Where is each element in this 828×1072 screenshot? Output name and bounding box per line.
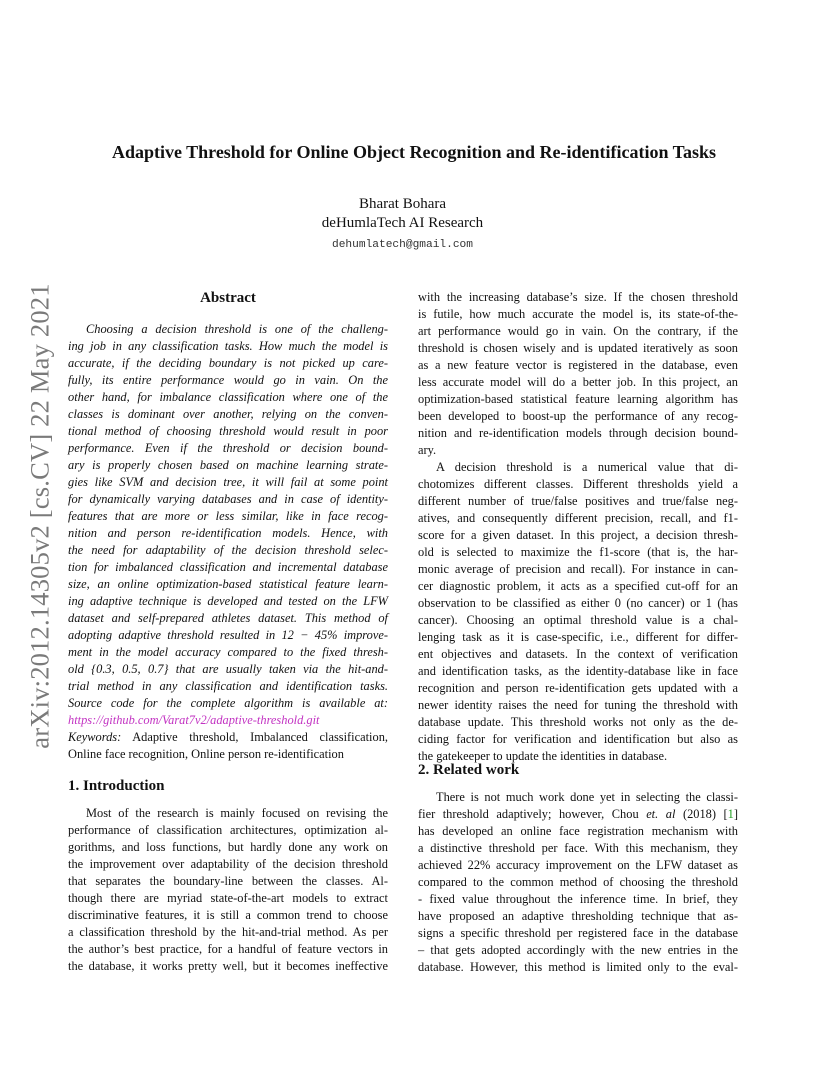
body-line: nition and re-identification models through decision bound- [418, 426, 738, 440]
abstract-line: ing job in any classification tasks. How much the model is [68, 339, 388, 353]
intro-line: a classification threshold by the hit-and-trial method. As per [68, 925, 388, 939]
abstract-line: tional method of choosing threshold would result in poor [68, 424, 388, 438]
related-line: – that gets adopted accordingly with the new entries in the [418, 943, 738, 957]
abstract-line: performance. Even if the threshold or decision bound- [68, 441, 388, 455]
body-line: atives, and consequently different precision, recall, and f1- [418, 511, 738, 525]
related-line: achieved 22% accuracy improvement on the LFW dataset as [418, 858, 738, 872]
keywords-line-2: Online face recognition, Online person re-identification [68, 747, 344, 761]
abstract-heading: Abstract [200, 290, 256, 306]
related-line-citation [418, 806, 738, 823]
body-line: score for a given dataset. In this project, a decision thresh- [418, 528, 738, 542]
author-affiliation: deHumlaTech AI Research [321, 215, 484, 231]
author-email[interactable]: dehumlatech@gmail.com [332, 239, 473, 251]
abstract-line: dataset and self-prepared athletes dataset. This method of [68, 611, 388, 625]
abstract-line: old {0.3, 0.5, 0.7} that are usually taken via the hit-and- [68, 662, 388, 676]
related-line: has developed an online face registration mechanism with [418, 824, 738, 838]
abstract-line: nition and person re-identification models. Hence, with [68, 526, 388, 540]
body-line: with the increasing database’s size. If the chosen threshold [418, 290, 738, 304]
abstract-line: size, an online optimization-based statistical feature learn- [68, 577, 388, 591]
body-line: is futile, how much accurate the model is, its state-of-the- [418, 307, 738, 321]
abstract-line: classes is dominant over another, relying on the conven- [68, 407, 388, 421]
keywords-text-1: Adaptive threshold, Imbalanced classification, [132, 730, 388, 744]
intro-line: gorithms, and loss functions, but hardly done any work on [68, 840, 388, 854]
body-line: newer identity raises the need for tuning the threshold with [418, 698, 738, 712]
related-line: a distinctive threshold per face. With this mechanism, they [418, 841, 738, 855]
related-line: signs a specific threshold per registered face in the database [418, 926, 738, 940]
body-line: been developed to boost-up the performance of any recog- [418, 409, 738, 423]
intro-line: that separates the boundary-line between the classes. Al- [68, 874, 388, 888]
intro-line: Most of the research is mainly focused on revising the [86, 806, 388, 820]
body-line: ciding factor for verification and identification but also as [418, 732, 738, 746]
abstract-line: features that are more or less similar, like in face recog- [68, 509, 388, 523]
citation-link[interactable]: 1 [727, 807, 734, 821]
introduction-heading: 1. Introduction [68, 778, 165, 794]
paper-title: Adaptive Threshold for Online Object Recognition and Re-identification Tasks [111, 142, 717, 162]
body-line: monic average of precision and recall). For instance in can- [418, 562, 738, 576]
intro-line: the database, it works pretty well, but it becomes ineffective [68, 959, 388, 973]
body-line: less accurate model will do a better job. In this project, an [418, 375, 738, 389]
abstract-line: gies like SVM and decision tree, it will fail at some point [68, 475, 388, 489]
abstract-line: the need for adaptability of the decision threshold selec- [68, 543, 388, 557]
abstract-line: tion for imbalanced classification and incremental database [68, 560, 388, 574]
intro-line: discriminative features, it is still a common trend to choose [68, 908, 388, 922]
body-line: threshold is chosen wisely and is updated iteratively as soon [418, 341, 738, 355]
abstract-line: other hand, for imbalance classification where one of the [68, 390, 388, 404]
body-line: A decision threshold is a numerical value that di- [436, 460, 738, 474]
related-etal: et. al [646, 807, 676, 821]
body-line: lenging task as it is case-specific, i.e., different for differ- [418, 630, 738, 644]
arxiv-identifier [22, 276, 58, 756]
body-line: art performance would go in vain. On the contrary, if the [418, 324, 738, 338]
abstract-source-link-spacer [68, 695, 388, 712]
related-line: - fixed value throughout the inference time. In brief, they [418, 892, 738, 906]
body-line: ary. [418, 443, 437, 457]
intro-line: performance of classification architectures, optimization al- [68, 823, 388, 837]
body-line: different number of true/false positives and true/false neg- [418, 494, 738, 508]
abstract-line: ment in the model accuracy compared to the fixed thresh- [68, 645, 388, 659]
body-line: the gatekeeper to update the identities in database. [418, 749, 668, 763]
body-line: cancer). Choosing an optimal threshold value is a chal- [418, 613, 738, 627]
related-text: fier threshold adaptively; however, Chou [418, 807, 647, 821]
intro-line: the author’s best practice, for a handful of feature vectors in [68, 942, 388, 956]
body-line: database update. This threshold works not only as the de- [418, 715, 738, 729]
abstract-line: adopting adaptive threshold resulted in 12 − 45% improve- [68, 628, 388, 642]
intro-line: though there are myriad state-of-the-art models to extract [68, 891, 388, 905]
arxiv-identifier-text: arXiv:2012.14305v2 [cs.CV] 22 May 2021 [24, 283, 55, 749]
abstract-line: accurate, if the deciding boundary is not picked up care- [68, 356, 388, 370]
related-text: (2018) [ [675, 807, 728, 821]
abstract-line: ary is properly chosen based on machine learning strate- [68, 458, 388, 472]
body-line: cer diagnostic problem, it acts as a specified cut-off for an [418, 579, 738, 593]
abstract-line: Source code for the complete algorithm is available at: [68, 696, 388, 710]
related-line: database. However, this method is limited only to the eval- [418, 960, 738, 974]
abstract-line: for dynamically varying databases and in case of identity- [68, 492, 388, 506]
intro-line: the improvement over adaptability of the decision threshold [68, 857, 388, 871]
abstract-line: fully, its entire performance would go in vain. On the [68, 373, 388, 387]
abstract-line: ing adaptive technique is developed and tested on the LFW [68, 594, 388, 608]
body-line: ent objectives and datasets. In the context of verification [418, 647, 738, 661]
related-line: compared to the common method of choosing the threshold [418, 875, 738, 889]
author-name: Bharat Bohara [358, 196, 447, 212]
body-line: old is selected to maximize the f1-score (that is, the har- [418, 545, 738, 559]
body-line: and identification tasks, as the identity-database like in face [418, 664, 738, 678]
abstract-line: Choosing a decision threshold is one of the challeng- [86, 322, 388, 336]
related-line: have proposed an adaptive thresholding technique that as- [418, 909, 738, 923]
related-work-heading: 2. Related work [418, 762, 520, 778]
abstract-line: trial method in any classification and identification tasks. [68, 679, 388, 693]
keywords-label: Keywords: [68, 730, 122, 744]
related-text: ] [733, 807, 738, 821]
body-line: as a new feature vector is registered in the database, even [418, 358, 738, 372]
body-line: optimization-based statistical feature learning algorithm has [418, 392, 738, 406]
related-line: There is not much work done yet in selecting the classi- [436, 790, 738, 804]
body-line: chotomizes different classes. Different thresholds yield a [418, 477, 738, 491]
abstract-source-link[interactable]: https://github.com/Varat7v2/adaptive-threshold.git [68, 713, 320, 727]
body-line: recognition and person re-identification gets updated with a [418, 681, 738, 695]
body-line: observation to be classified as either 0 (no cancer) or 1 (has [418, 596, 738, 610]
keywords-line-1 [68, 729, 388, 746]
